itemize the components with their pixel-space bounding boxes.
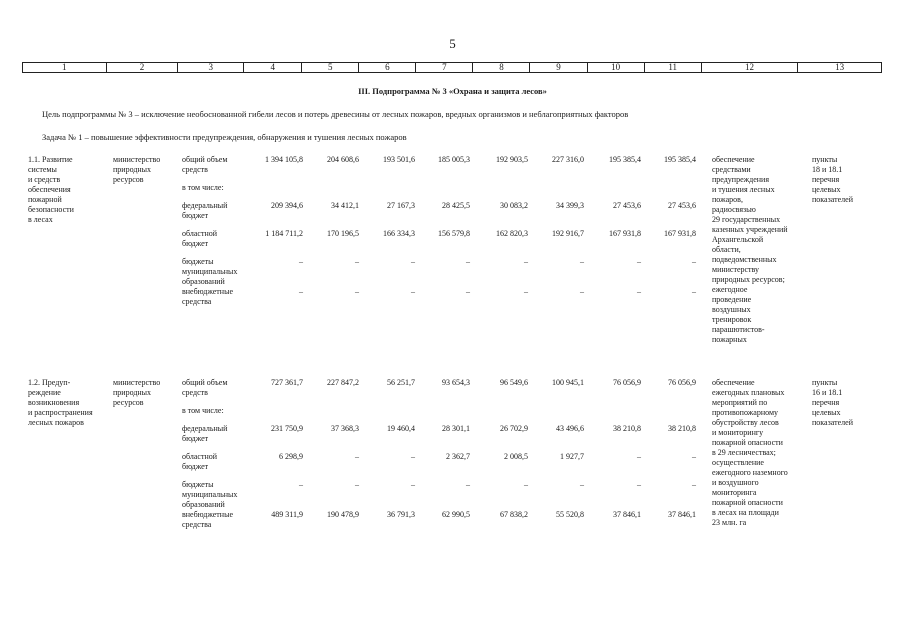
funding-value: 195 385,4 (664, 155, 696, 164)
funding-value: 727 361,7 (271, 378, 303, 387)
activity-name-line: в лесах (28, 215, 53, 224)
indicator-ref-line: показателей (812, 418, 853, 427)
expected-result-line: в лесах на площади (712, 508, 779, 517)
funding-source-label: средств (182, 165, 208, 174)
expected-result-line: мероприятий по (712, 398, 768, 407)
funding-source-label: бюджеты (182, 257, 214, 266)
funding-value: – (692, 452, 696, 461)
indicator-ref-line: 16 и 18.1 (812, 388, 843, 397)
funding-value: 209 394,6 (271, 201, 303, 210)
executor-line: министерство (113, 378, 161, 387)
executor-line: ресурсов (113, 398, 144, 407)
funding-value: 37 846,1 (613, 510, 641, 519)
executor-line: природных (113, 165, 152, 174)
col-num: 13 (798, 63, 882, 73)
expected-result-line: обеспечение (712, 155, 755, 164)
expected-result-line: обустройству лесов (712, 418, 779, 427)
col-num: 4 (244, 63, 302, 73)
funding-value: – (411, 480, 415, 489)
funding-value: 62 990,5 (442, 510, 470, 519)
funding-value: 34 412,1 (331, 201, 359, 210)
funding-value: – (524, 257, 528, 266)
activity-name-line: безопасности (28, 205, 74, 214)
col-num: 7 (416, 63, 473, 73)
col-num: 9 (530, 63, 587, 73)
expected-result-line: ежегодное (712, 285, 748, 294)
expected-result-line: парашютистов- (712, 325, 765, 334)
activity-name-line: и распространения (28, 408, 93, 417)
funding-value: – (299, 287, 303, 296)
funding-value: 43 496,6 (556, 424, 584, 433)
funding-value: 76 056,9 (668, 378, 696, 387)
indicator-ref-line: пункты (812, 155, 838, 164)
funding-value: 167 931,8 (664, 229, 696, 238)
funding-source-label: муниципальных (182, 267, 238, 276)
col-num: 12 (701, 63, 797, 73)
funding-value: – (637, 257, 641, 266)
funding-value: 30 083,2 (500, 201, 528, 210)
expected-result-line: пожарной опасности (712, 438, 783, 447)
expected-result-line: ежегодных плановых (712, 388, 785, 397)
funding-value: 28 425,5 (442, 201, 470, 210)
funding-source-label: образований (182, 500, 225, 509)
expected-result-line: и тушения лесных (712, 185, 775, 194)
expected-result-line: противопожарному (712, 408, 779, 417)
col-num: 1 (23, 63, 107, 73)
funding-value: 38 210,8 (613, 424, 641, 433)
funding-value: – (355, 452, 359, 461)
funding-source-label: федеральный (182, 201, 228, 210)
expected-result-line: осуществление (712, 458, 764, 467)
indicator-ref-line: перечня (812, 175, 840, 184)
funding-value: – (299, 480, 303, 489)
funding-source-label: средств (182, 388, 208, 397)
expected-result-line: пожаров, (712, 195, 743, 204)
funding-value: 185 005,3 (438, 155, 470, 164)
funding-value: 162 820,3 (496, 229, 528, 238)
expected-result-line: тренировок (712, 315, 752, 324)
expected-result-line: 29 государственных (712, 215, 781, 224)
funding-value: 27 167,3 (387, 201, 415, 210)
funding-value: – (637, 480, 641, 489)
expected-result-line: и мониторингу (712, 428, 764, 437)
activity-name-line: лесных пожаров (28, 418, 84, 427)
funding-value: – (692, 480, 696, 489)
funding-value: 195 385,4 (609, 155, 641, 164)
funding-source-label: в том числе: (182, 406, 224, 415)
funding-value: 27 453,6 (613, 201, 641, 210)
funding-source-label: бюджеты (182, 480, 214, 489)
funding-value: – (411, 257, 415, 266)
funding-value: – (580, 287, 584, 296)
indicator-ref-line: пункты (812, 378, 838, 387)
funding-value: 190 478,9 (327, 510, 359, 519)
activity-name-line: реждение (28, 388, 61, 397)
funding-source-label: образований (182, 277, 225, 286)
expected-result-line: воздушных (712, 305, 751, 314)
funding-value: 192 916,7 (552, 229, 584, 238)
funding-value: 26 702,9 (500, 424, 528, 433)
expected-result-line: министерству (712, 265, 760, 274)
expected-result-line: 23 млн. га (712, 518, 747, 527)
funding-value: – (580, 257, 584, 266)
executor-line: природных (113, 388, 152, 397)
funding-value: – (411, 452, 415, 461)
funding-value: 56 251,7 (387, 378, 415, 387)
funding-value: 193 501,6 (383, 155, 415, 164)
expected-result-line: пожарных (712, 335, 747, 344)
funding-value: – (692, 287, 696, 296)
col-num: 2 (106, 63, 178, 73)
indicator-ref-line: показателей (812, 195, 853, 204)
funding-value: – (299, 257, 303, 266)
col-num: 11 (644, 63, 701, 73)
funding-value: – (524, 480, 528, 489)
section-title: III. Подпрограмма № 3 «Охрана и защита лесов» (358, 86, 547, 96)
expected-result-line: в 29 лесничествах; (712, 448, 776, 457)
funding-source-label: областной (182, 452, 218, 461)
funding-value: 2 008,5 (504, 452, 528, 461)
funding-value: – (355, 287, 359, 296)
funding-source-label: средства (182, 297, 212, 306)
funding-source-label: бюджет (182, 239, 209, 248)
funding-value: 166 334,3 (383, 229, 415, 238)
expected-result-line: проведение (712, 295, 752, 304)
funding-value: 231 750,9 (271, 424, 303, 433)
funding-value: – (692, 257, 696, 266)
funding-value: 100 945,1 (552, 378, 584, 387)
funding-source-label: областной (182, 229, 218, 238)
funding-value: 192 903,5 (496, 155, 528, 164)
funding-value: 6 298,9 (279, 452, 303, 461)
expected-result-line: радиосвязью (712, 205, 756, 214)
funding-source-label: общий объем (182, 155, 228, 164)
page-number: 5 (449, 36, 456, 51)
indicator-ref-line: 18 и 18.1 (812, 165, 843, 174)
funding-value: 1 184 711,2 (265, 229, 303, 238)
executor-line: ресурсов (113, 175, 144, 184)
funding-value: 93 654,3 (442, 378, 470, 387)
funding-value: 37 368,3 (331, 424, 359, 433)
executor-line: министерство (113, 155, 161, 164)
funding-value: 55 520,8 (556, 510, 584, 519)
expected-result-line: средствами (712, 165, 751, 174)
funding-source-label: внебюджетные (182, 287, 233, 296)
funding-value: 37 846,1 (668, 510, 696, 519)
expected-result-line: ежегодного наземного (712, 468, 788, 477)
indicator-ref-line: целевых (812, 408, 841, 417)
expected-result-line: казенных учреждений (712, 225, 788, 234)
funding-source-label: в том числе: (182, 183, 224, 192)
funding-value: 167 931,8 (609, 229, 641, 238)
funding-value: – (524, 287, 528, 296)
funding-value: 2 362,7 (446, 452, 470, 461)
funding-source-label: бюджет (182, 462, 209, 471)
funding-value: 67 838,2 (500, 510, 528, 519)
funding-value: – (466, 257, 470, 266)
funding-value: 36 791,3 (387, 510, 415, 519)
funding-value: 204 608,6 (327, 155, 359, 164)
column-number-header (22, 62, 882, 73)
expected-result-line: и воздушного (712, 478, 759, 487)
task-statement: Задача № 1 – повышение эффективности предупреждения, обнаружения и тушения лесных пожаров (42, 132, 407, 142)
activity-name-line: обеспечения (28, 185, 71, 194)
col-num: 10 (587, 63, 644, 73)
col-num: 5 (302, 63, 359, 73)
funding-source-label: муниципальных (182, 490, 238, 499)
funding-value: – (637, 452, 641, 461)
expected-result-line: области, (712, 245, 741, 254)
funding-source-label: федеральный (182, 424, 228, 433)
funding-value: 1 927,7 (560, 452, 584, 461)
activity-name-line: и средств (28, 175, 61, 184)
funding-value: 28 301,1 (442, 424, 470, 433)
expected-result-line: подведомственных (712, 255, 777, 264)
program-goal: Цель подпрограммы № 3 – исключение необоснованной гибели лесов и потерь древесины от лесных пожаров, вредных организмов и неблагоприятных факторов (42, 109, 629, 119)
funding-value: 34 399,3 (556, 201, 584, 210)
funding-source-label: бюджет (182, 434, 209, 443)
expected-result-line: предупреждения (712, 175, 770, 184)
funding-value: 170 196,5 (327, 229, 359, 238)
funding-value: – (411, 287, 415, 296)
funding-value: 19 460,4 (387, 424, 415, 433)
funding-source-label: средства (182, 520, 212, 529)
funding-value: – (466, 480, 470, 489)
funding-value: 156 579,8 (438, 229, 470, 238)
col-num: 3 (178, 63, 244, 73)
indicator-ref-line: перечня (812, 398, 840, 407)
funding-source-label: общий объем (182, 378, 228, 387)
funding-value: 227 847,2 (327, 378, 359, 387)
activity-name-line: системы (28, 165, 57, 174)
expected-result-line: природных ресурсов; (712, 275, 785, 284)
funding-source-label: внебюджетные (182, 510, 233, 519)
funding-value: – (637, 287, 641, 296)
activity-name-line: 1.1. Развитие (28, 155, 73, 164)
col-num: 6 (359, 63, 416, 73)
funding-value: 38 210,8 (668, 424, 696, 433)
funding-value: 96 549,6 (500, 378, 528, 387)
funding-source-label: бюджет (182, 211, 209, 220)
activity-name-line: возникновения (28, 398, 80, 407)
funding-value: – (355, 257, 359, 266)
expected-result-line: Архангельской (712, 235, 764, 244)
expected-result-line: обеспечение (712, 378, 755, 387)
expected-result-line: мониторинга (712, 488, 757, 497)
funding-value: 1 394 105,8 (265, 155, 303, 164)
funding-value: 76 056,9 (613, 378, 641, 387)
funding-value: 489 311,9 (271, 510, 303, 519)
funding-value: – (355, 480, 359, 489)
indicator-ref-line: целевых (812, 185, 841, 194)
funding-value: 227 316,0 (552, 155, 584, 164)
activity-name-line: пожарной (28, 195, 62, 204)
funding-value: 27 453,6 (668, 201, 696, 210)
funding-value: – (580, 480, 584, 489)
funding-value: – (466, 287, 470, 296)
col-num: 8 (473, 63, 530, 73)
expected-result-line: пожарной опасности (712, 498, 783, 507)
activity-name-line: 1.2. Предуп- (28, 378, 71, 387)
